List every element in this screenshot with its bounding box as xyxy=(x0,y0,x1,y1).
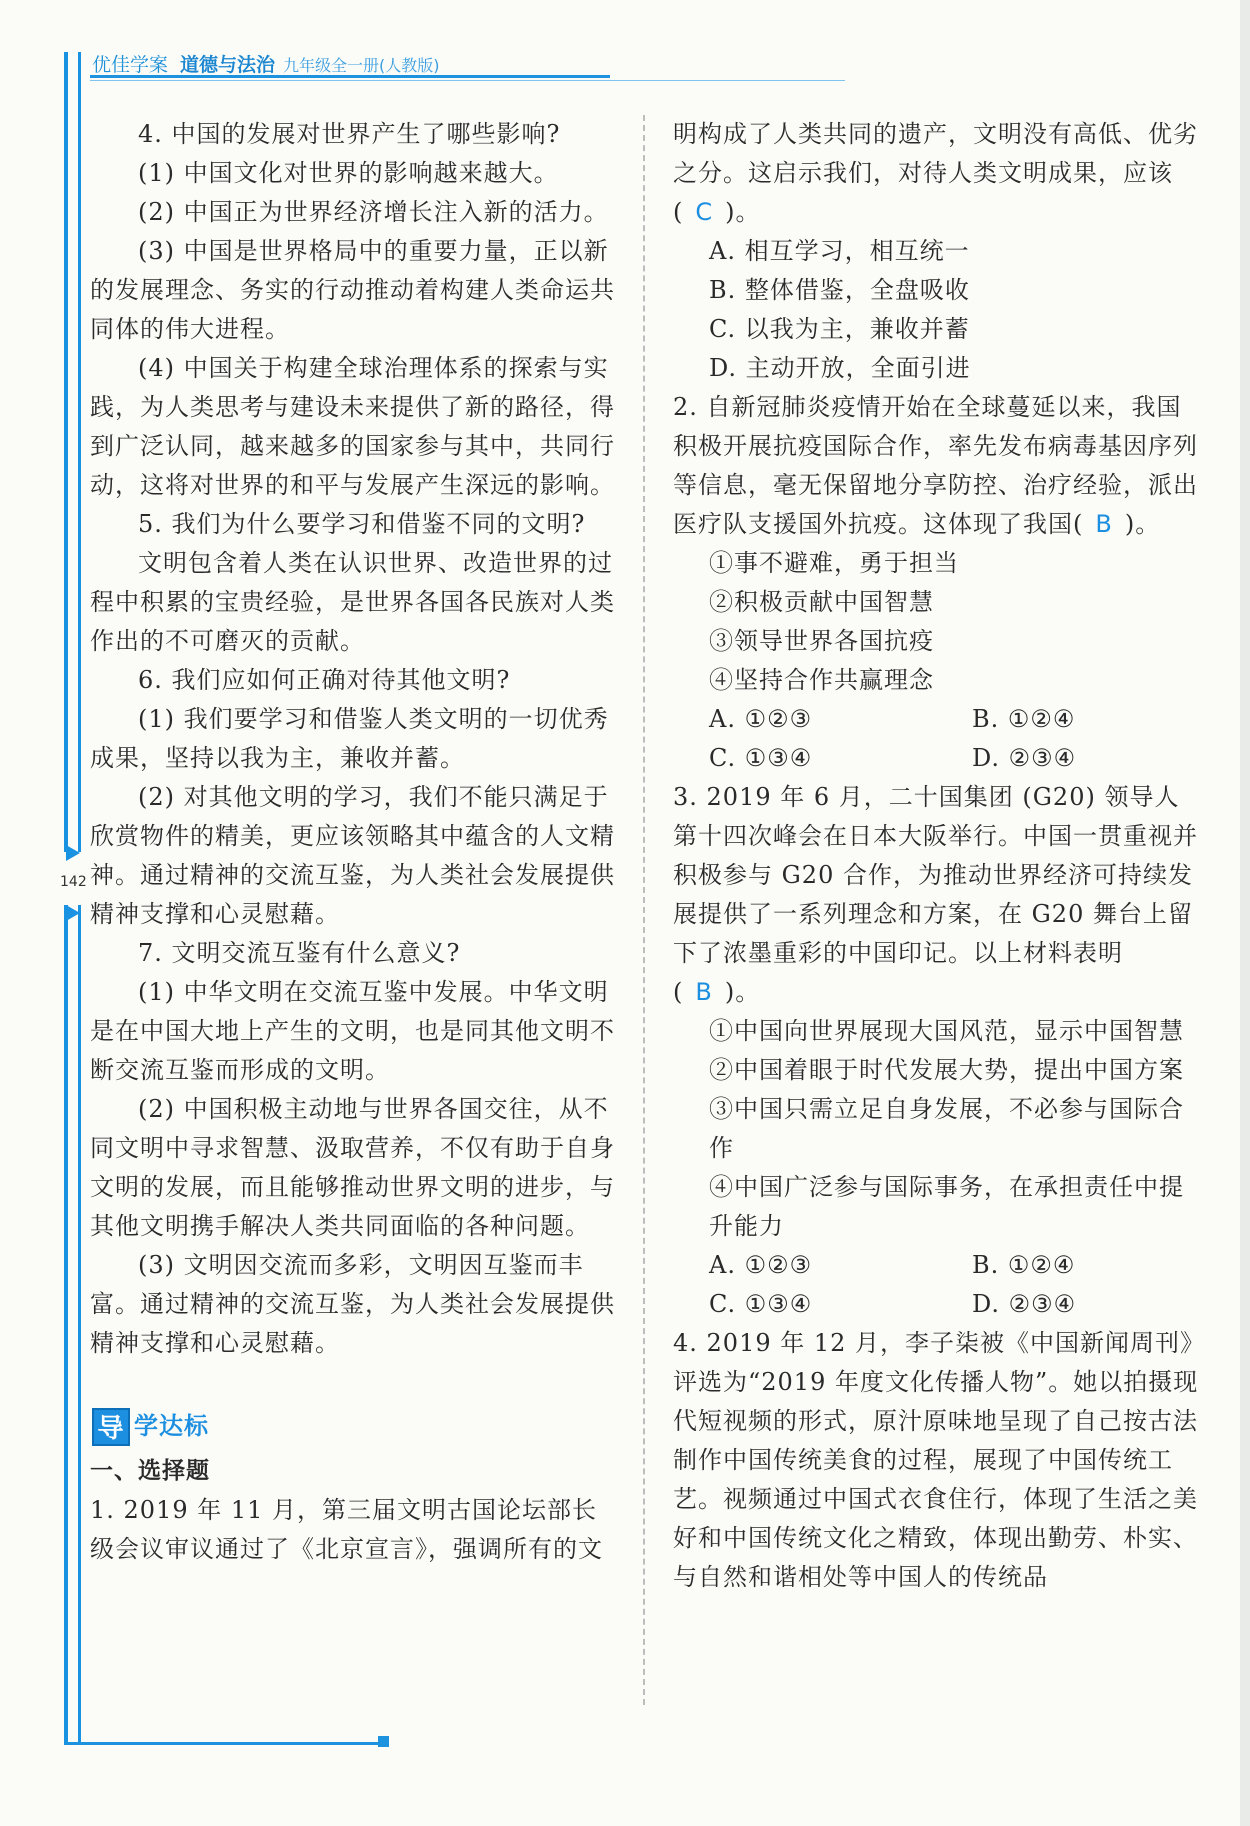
series-title: 优佳学案 xyxy=(92,54,169,76)
question-stem: 4. 2019 年 12 月，李子柒被《中国新闻周刊》评选为“2019 年度文化传播人物”。她以拍摄现代短视频的形式，原汁原味地呈现了自己按古法制作中国传统美食的过程，展现了中国传统工艺。视频通过中国式衣食住行，体现了生活之美好和中国传统文化之精致，体现出勤劳、朴实、与自然和谐相处等中国人的传统品 xyxy=(673,1329,1199,1591)
page-edge xyxy=(1240,0,1250,1826)
section-label: 学达标 xyxy=(134,1412,209,1440)
grade-title: 九年级全一册(人教版) xyxy=(283,56,440,75)
question-heading: 5. 我们为什么要学习和借鉴不同的文明? xyxy=(138,510,586,538)
option: A. ①②③ xyxy=(709,705,813,733)
answer-letter: B xyxy=(695,978,713,1006)
answer-text: (4) 中国关于构建全球治理体系的探索与实践，为人类思考与建设未来提供了新的路径，得到广泛认同，越来越多的国家参与其中，共同行动，这将对世界的和平与发展产生深远的影响。 xyxy=(90,354,615,499)
statement: ③领导世界各国抗疫 xyxy=(709,627,934,655)
option: B. 整体借鉴，全盘吸收 xyxy=(709,276,970,304)
section-heading xyxy=(92,1407,615,1446)
option-row xyxy=(673,700,1200,739)
footer-rule xyxy=(68,1742,383,1745)
running-header xyxy=(92,50,440,77)
column-divider xyxy=(643,115,645,1705)
question-stem: 明构成了人类共同的遗产，文明没有高低、优劣之分。这启示我们，对待人类文明成果，应该( C )。 xyxy=(673,120,1198,226)
margin-rule xyxy=(78,52,81,852)
answer-text: (2) 对其他文明的学习，我们不能只满足于欣赏物件的精美，更应该领略其中蕴含的人文精神。通过精神的交流互鉴，为人类社会发展提供精神支撑和心灵慰藉。 xyxy=(90,783,615,928)
page-number: 142 xyxy=(60,874,87,890)
margin-rule xyxy=(78,905,81,1745)
question-stem: 2. 自新冠肺炎疫情开始在全球蔓延以来，我国积极开展抗疫国际合作，率先发布病毒基因序列等信息，毫无保留地分享防控、治疗经验，派出医疗队支援国外抗疫。这体现了我国( B )。 xyxy=(673,393,1198,538)
question-stem: 1. 2019 年 11 月，第三届文明古国论坛部长级会议审议通过了《北京宣言》，强调所有的文 xyxy=(90,1496,603,1563)
left-column xyxy=(90,115,615,1569)
answer-text: (3) 文明因交流而多彩，文明因互鉴而丰富。通过精神的交流互鉴，为人类社会发展提供精神支撑和心灵慰藉。 xyxy=(90,1251,615,1357)
margin-arrow xyxy=(66,905,80,921)
statement: ④坚持合作共赢理念 xyxy=(709,666,934,694)
answer-letter: C xyxy=(695,198,714,226)
statement: ①事不避难，勇于担当 xyxy=(709,549,959,577)
statement: ②积极贡献中国智慧 xyxy=(709,588,934,616)
question-heading: 7. 文明交流互鉴有什么意义? xyxy=(138,939,461,967)
option-row xyxy=(673,1246,1200,1285)
answer-text: (2) 中国积极主动地与世界各国交往，从不同文明中寻求智慧、汲取营养，不仅有助于自身文明的发展，而且能够推动世界文明的进步，与其他文明携手解决人类共同面临的各种问题。 xyxy=(90,1095,615,1240)
answer-text: (1) 中国文化对世界的影响越来越大。 xyxy=(138,159,559,187)
right-column xyxy=(673,115,1200,1597)
option: C. 以我为主，兼收并蓄 xyxy=(709,315,970,343)
question-stem: 3. 2019 年 6 月，二十国集团 (G20) 领导人第十四次峰会在日本大阪举行。中国一贯重视并积极参与 G20 合作，为推动世界经济可持续发展提供了一系列理念和方案，在 G20 舞台上留下了浓墨重彩的中国印记。以上材料表明( B )。 xyxy=(673,783,1198,1006)
margin-rule xyxy=(64,52,68,852)
question-heading: 4. 中国的发展对世界产生了哪些影响? xyxy=(138,120,561,148)
answer-text: (1) 我们要学习和借鉴人类文明的一切优秀成果，坚持以我为主，兼收并蓄。 xyxy=(90,705,609,772)
footer-square xyxy=(378,1736,389,1747)
answer-letter: B xyxy=(1095,510,1113,538)
header-rule-thin xyxy=(90,80,845,81)
option: A. ①②③ xyxy=(709,1251,813,1279)
option: C. ①③④ xyxy=(709,744,813,772)
option: D. ②③④ xyxy=(972,744,1077,772)
option: B. ①②④ xyxy=(972,705,1076,733)
option: B. ①②④ xyxy=(972,1251,1076,1279)
option-row xyxy=(673,739,1200,778)
option: C. ①③④ xyxy=(709,1290,813,1318)
margin-arrow xyxy=(66,845,80,861)
statement: ①中国向世界展现大国风范，显示中国智慧 xyxy=(709,1017,1184,1045)
statement: ④中国广泛参与国际事务，在承担责任中提升能力 xyxy=(709,1173,1184,1240)
option: D. 主动开放，全面引进 xyxy=(709,354,971,382)
answer-text: (3) 中国是世界格局中的重要力量，正以新的发展理念、务实的行动推动着构建人类命运共同体的伟大进程。 xyxy=(90,237,615,343)
answer-text: 文明包含着人类在认识世界、改造世界的过程中积累的宝贵经验，是世界各国各民族对人类作出的不可磨灭的贡献。 xyxy=(90,549,615,655)
question-heading: 6. 我们应如何正确对待其他文明? xyxy=(138,666,511,694)
answer-text: (2) 中国正为世界经济增长注入新的活力。 xyxy=(138,198,609,226)
margin-rule xyxy=(64,905,68,1745)
subject-title: 道德与法治 xyxy=(180,54,276,76)
answer-text: (1) 中华文明在交流互鉴中发展。中华文明是在中国大地上产生的文明，也是同其他文明不断交流互鉴而形成的文明。 xyxy=(90,978,615,1084)
section-icon: 导 xyxy=(92,1408,130,1446)
option: D. ②③④ xyxy=(972,1290,1077,1318)
option-row xyxy=(673,1285,1200,1324)
statement: ②中国着眼于时代发展大势，提出中国方案 xyxy=(709,1056,1184,1084)
option: A. 相互学习，相互统一 xyxy=(709,237,970,265)
subsection-heading: 一、选择题 xyxy=(90,1458,210,1484)
statement: ③中国只需立足自身发展，不必参与国际合作 xyxy=(709,1095,1184,1162)
